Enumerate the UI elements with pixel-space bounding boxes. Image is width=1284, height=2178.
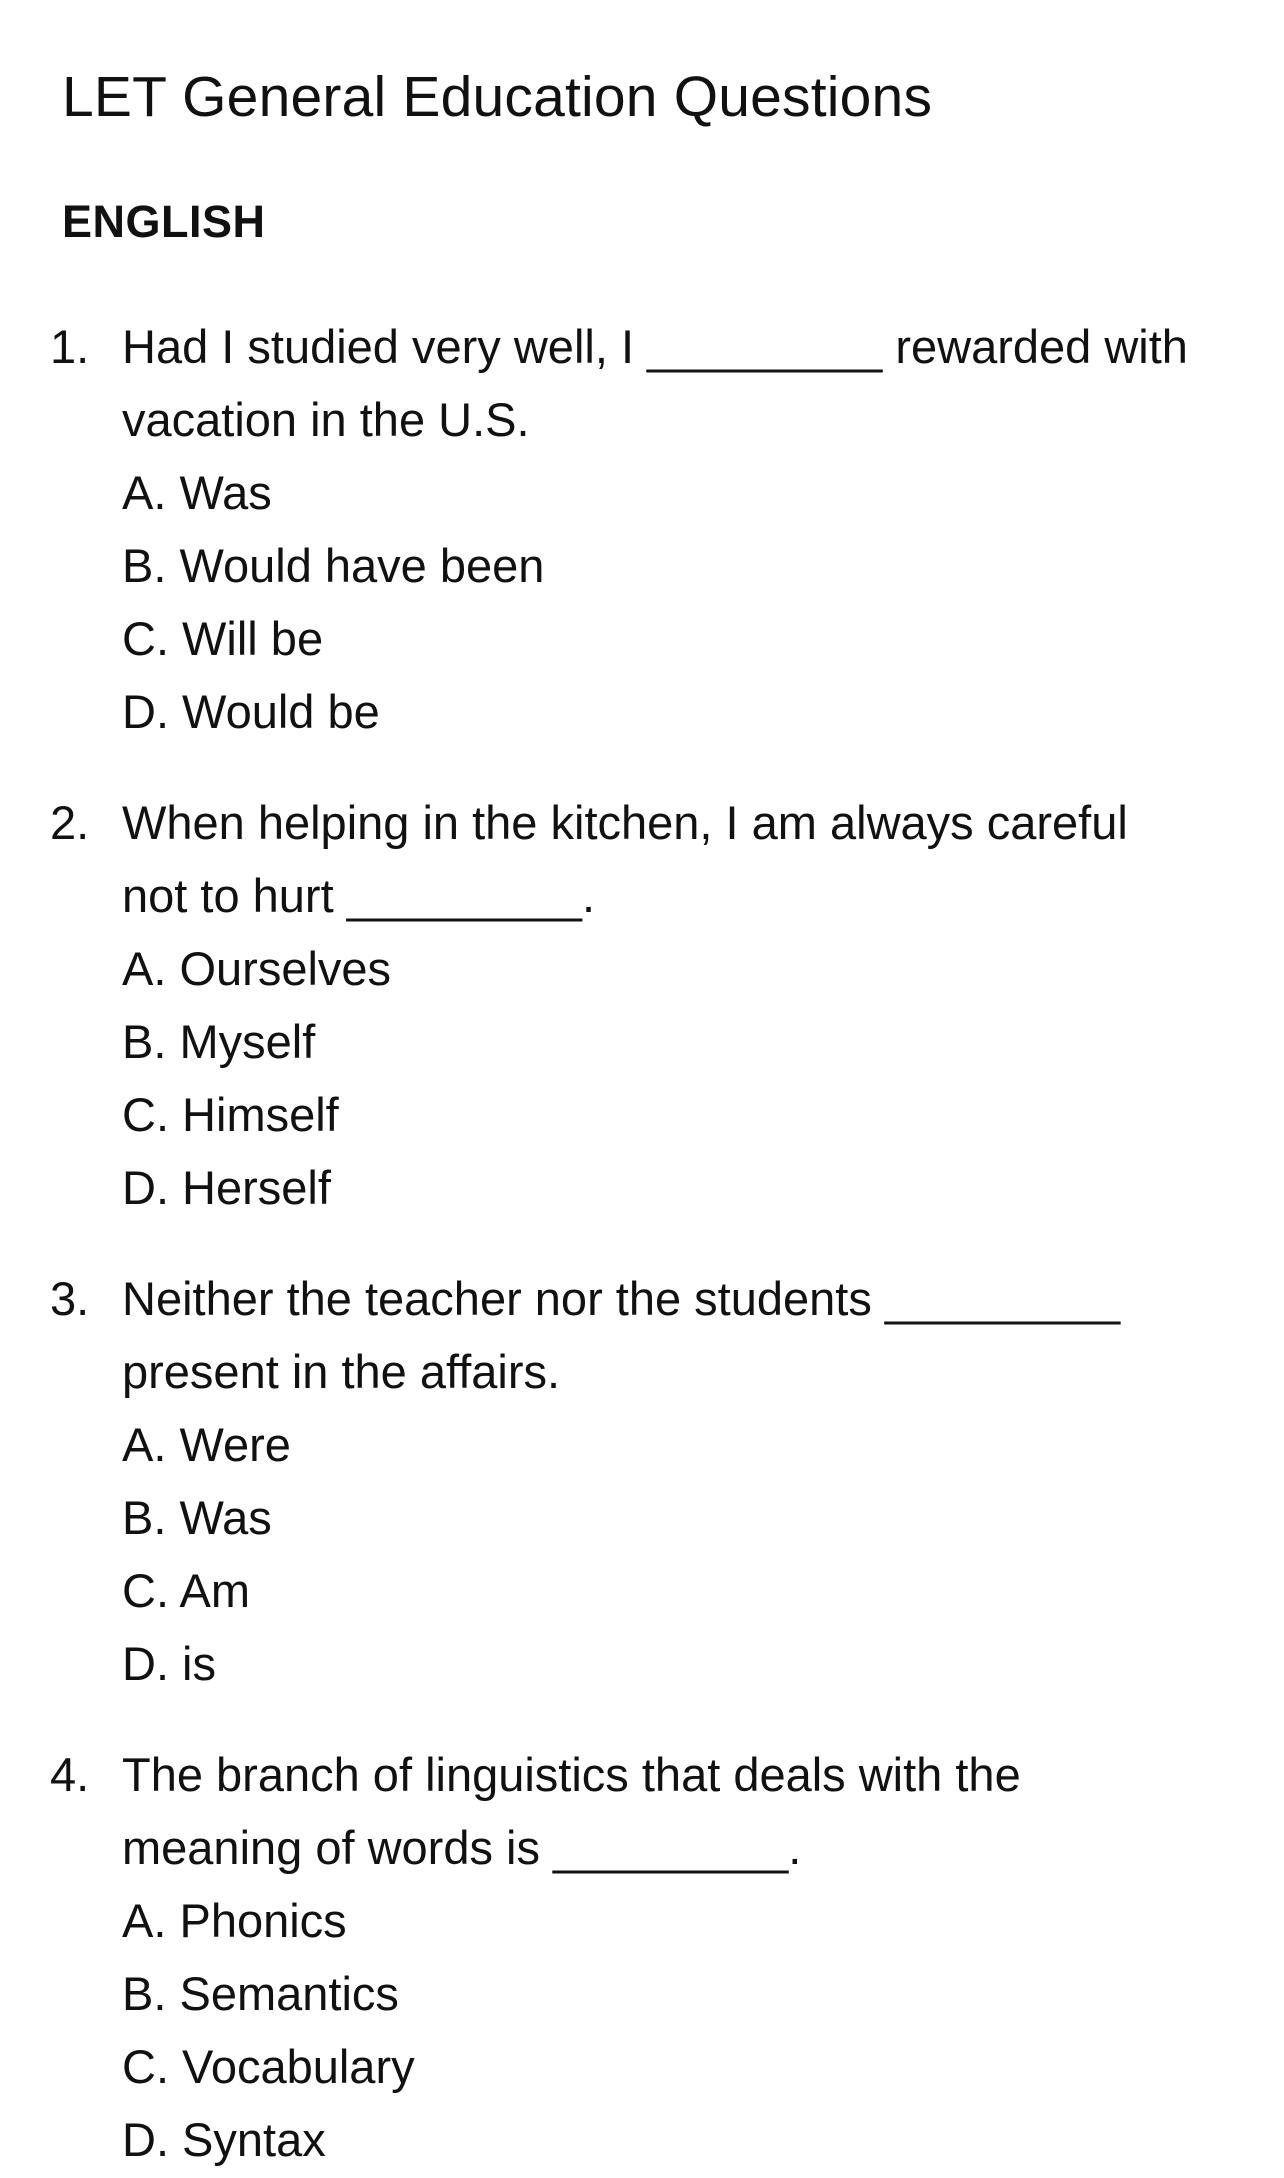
option-b: B. Semantics	[122, 1967, 399, 2020]
question-text	[122, 1738, 1272, 1884]
answer-options	[122, 1884, 415, 2176]
option-c: C. Himself	[122, 1088, 339, 1141]
option-c: C. Vocabulary	[122, 2040, 415, 2093]
question-text-line: The branch of linguistics that deals with the	[122, 1748, 1021, 1801]
question-text-line: present in the affairs.	[122, 1345, 561, 1398]
option-a: A. Ourselves	[122, 942, 392, 995]
question-text-line: not to hurt _________.	[122, 869, 596, 922]
question-text-line: Neither the teacher nor the students _________	[122, 1272, 1121, 1325]
question-number: 3.	[50, 1272, 90, 1325]
option-b: B. Would have been	[122, 539, 545, 592]
document-title: LET General Education Questions	[62, 65, 933, 129]
answer-options	[122, 1408, 291, 1700]
question-text	[122, 786, 1272, 932]
option-b: B. Was	[122, 1491, 272, 1544]
question-text	[122, 1262, 1272, 1408]
question-text-line: Had I studied very well, I _________ rewarded with	[122, 320, 1188, 373]
option-b: B. Myself	[122, 1015, 316, 1068]
answer-options	[122, 932, 391, 1224]
option-d: D. Syntax	[122, 2113, 326, 2166]
option-d: D. Would be	[122, 685, 380, 738]
option-a: A. Phonics	[122, 1894, 347, 1947]
answer-options	[122, 456, 544, 748]
option-c: C. Am	[122, 1564, 250, 1617]
question-text-line: vacation in the U.S.	[122, 393, 530, 446]
option-d: D. Herself	[122, 1161, 331, 1214]
option-d: D. is	[122, 1637, 216, 1690]
option-c: C. Will be	[122, 612, 324, 665]
option-a: A. Were	[122, 1418, 291, 1471]
question-number: 4.	[50, 1748, 90, 1801]
question-text-line: meaning of words is _________.	[122, 1821, 802, 1874]
question-text-line: When helping in the kitchen, I am always careful	[122, 796, 1128, 849]
question-number: 2.	[50, 796, 90, 849]
option-a: A. Was	[122, 466, 272, 519]
question-number: 1.	[50, 320, 90, 373]
section-heading-english: ENGLISH	[62, 196, 266, 247]
question-text	[122, 310, 1272, 456]
